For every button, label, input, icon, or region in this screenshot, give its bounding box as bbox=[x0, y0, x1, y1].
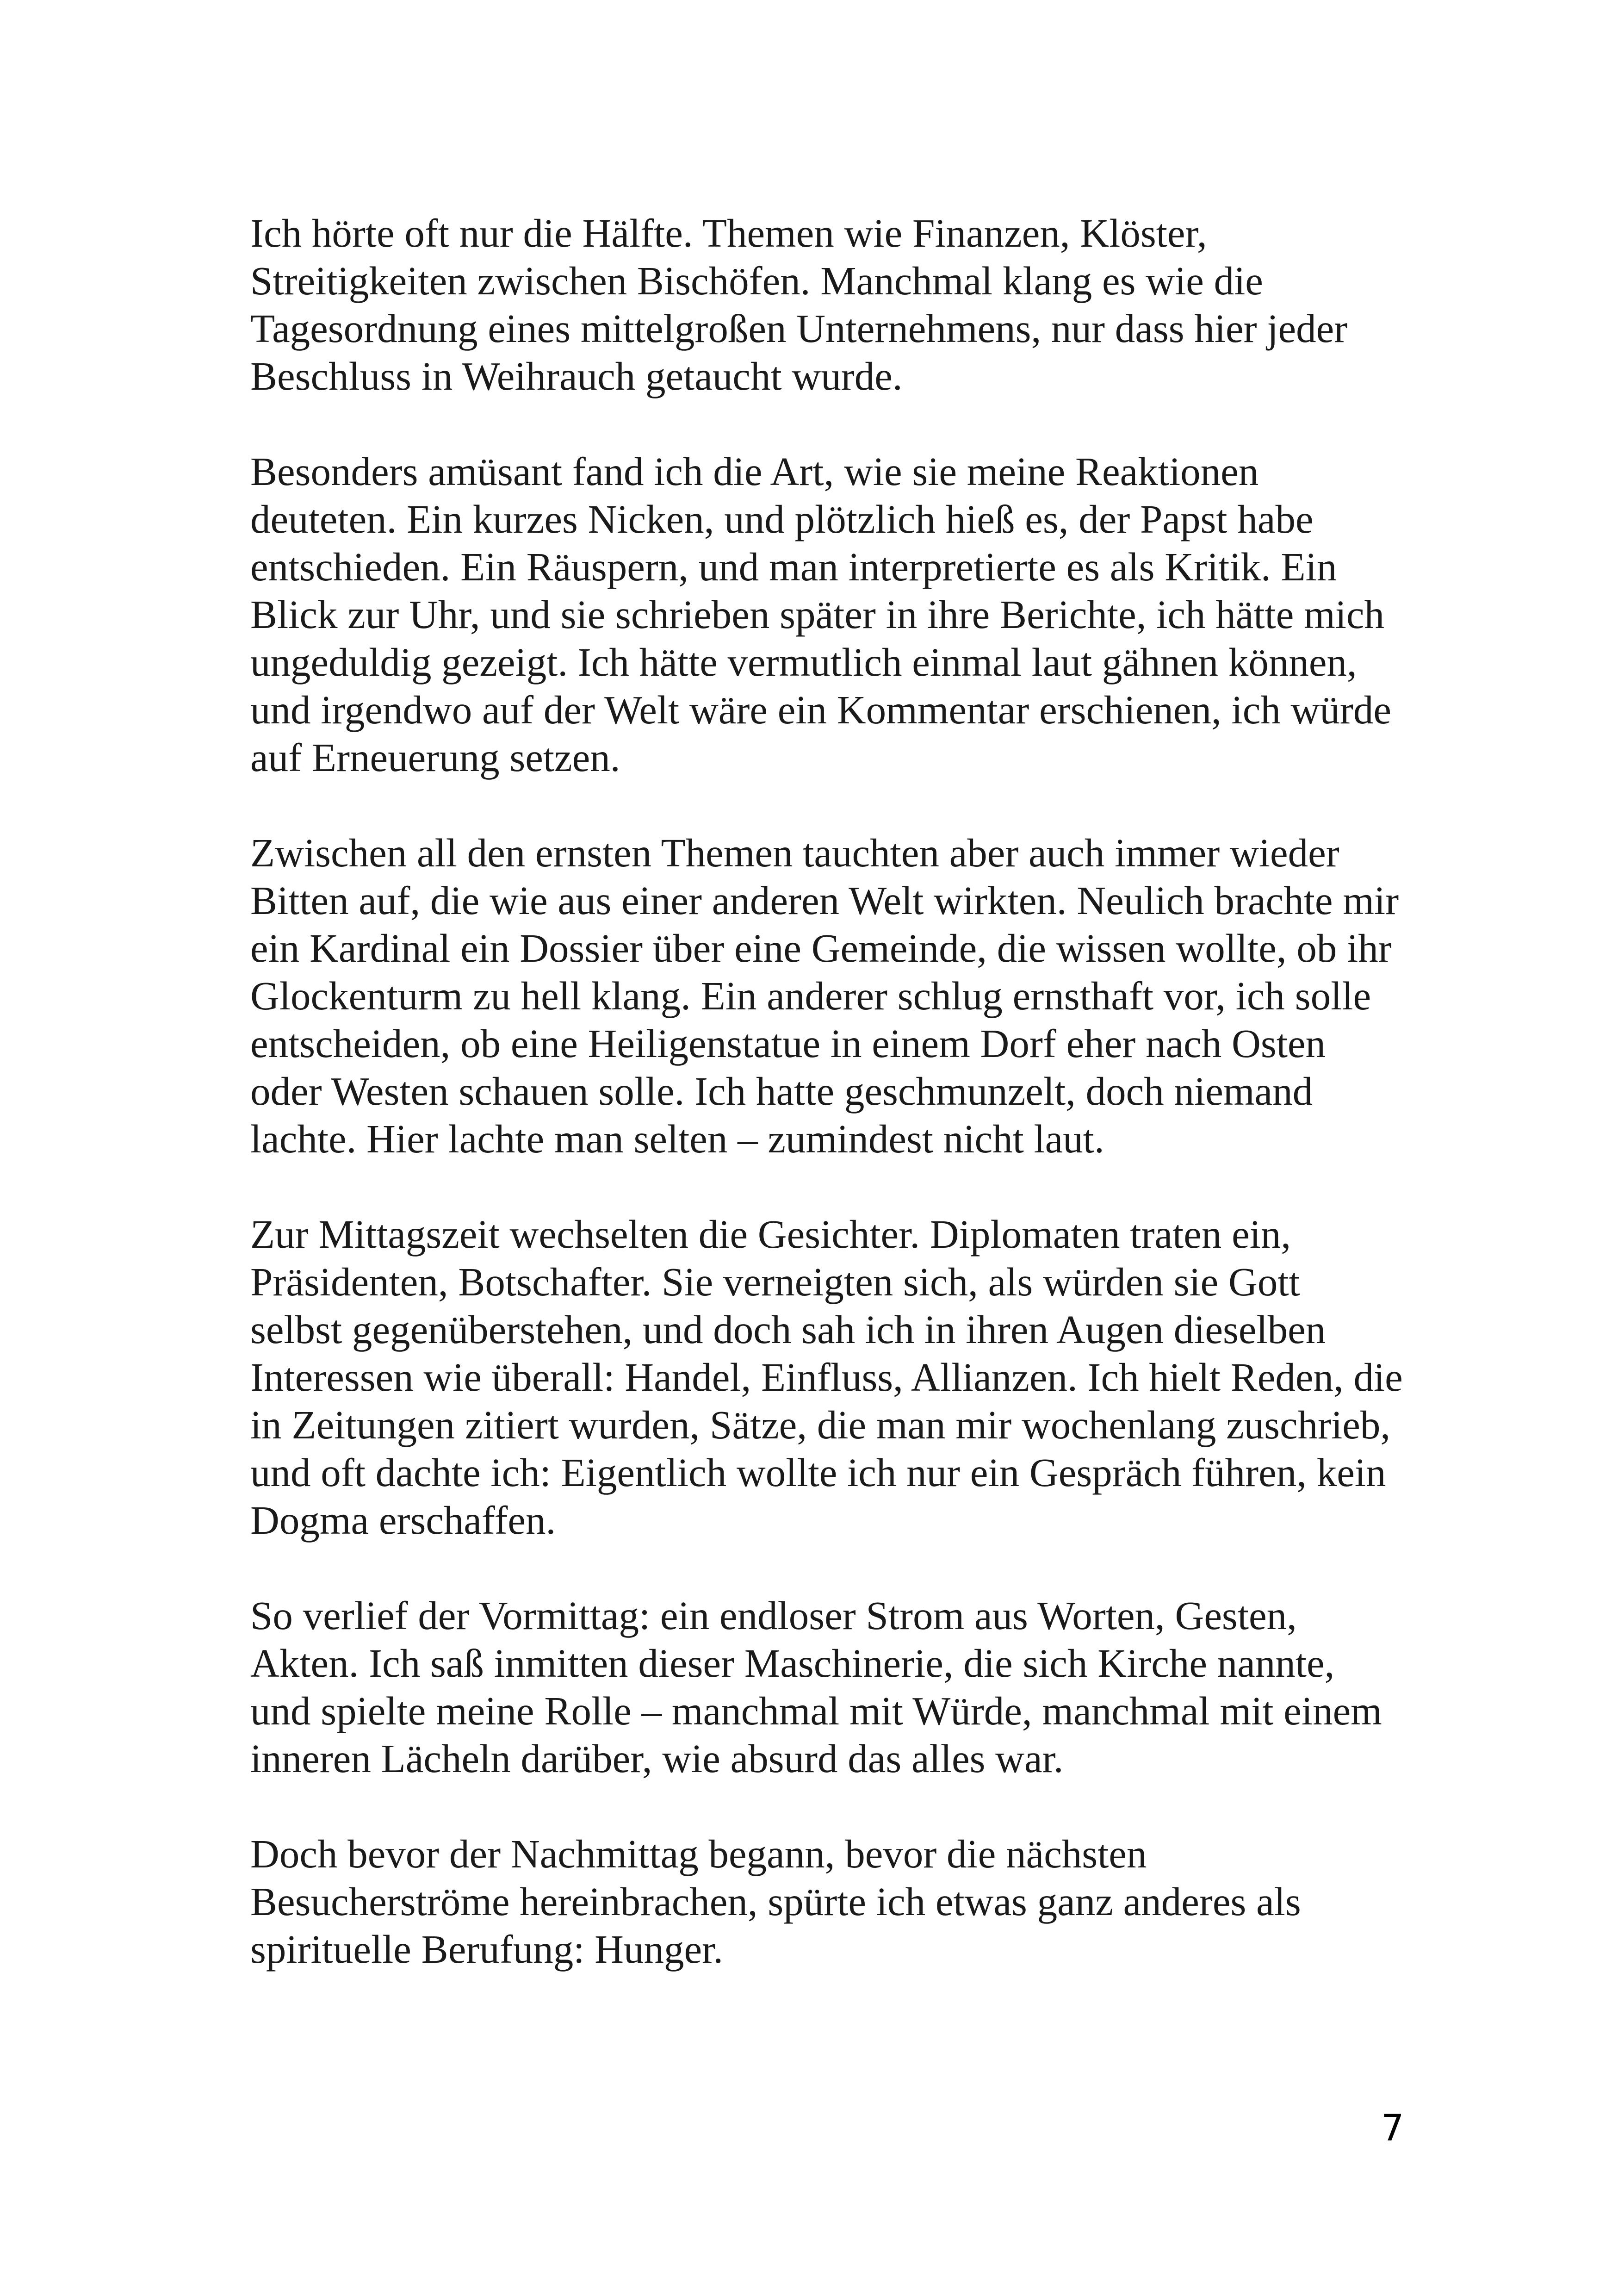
text-line: Dogma erschaffen. bbox=[250, 1498, 556, 1543]
text-line: spirituelle Berufung: Hunger. bbox=[250, 1927, 724, 1972]
text-line: Interessen wie überall: Handel, Einfluss, Allianzen. Ich hielt Reden, die bbox=[250, 1355, 1403, 1400]
text-line: Beschluss in Weihrauch getaucht wurde. bbox=[250, 354, 903, 398]
text-line: Präsidenten, Botschafter. Sie verneigten sich, als würden sie Gott bbox=[250, 1259, 1300, 1304]
text-line: selbst gegenüberstehen, und doch sah ich in ihren Augen dieselben bbox=[250, 1307, 1326, 1352]
text-line: Besonders amüsant fand ich die Art, wie sie meine Reaktionen bbox=[250, 449, 1259, 494]
text-line: Doch bevor der Nachmittag begann, bevor die nächsten bbox=[250, 1831, 1147, 1876]
text-line: deuteten. Ein kurzes Nicken, und plötzlich hieß es, der Papst habe bbox=[250, 497, 1314, 541]
text-line: auf Erneuerung setzen. bbox=[250, 735, 620, 780]
text-line: Glockenturm zu hell klang. Ein anderer schlug ernsthaft vor, ich solle bbox=[250, 973, 1371, 1018]
text-line: Akten. Ich saß inmitten dieser Maschinerie, die sich Kirche nannte, bbox=[250, 1641, 1335, 1686]
text-line: Bitten auf, die wie aus einer anderen Welt wirkten. Neulich brachte mir bbox=[250, 878, 1399, 923]
page-number: 7 bbox=[1381, 2108, 1404, 2149]
paragraph-3 bbox=[250, 829, 1453, 1163]
text-line: Zwischen all den ernsten Themen tauchten aber auch immer wieder bbox=[250, 830, 1339, 875]
text-line: entscheiden, ob eine Heiligenstatue in einem Dorf eher nach Osten bbox=[250, 1021, 1326, 1066]
text-line: lachte. Hier lachte man selten – zumindest nicht laut. bbox=[250, 1116, 1104, 1161]
paragraph-5 bbox=[250, 1592, 1453, 1782]
paragraph-6 bbox=[250, 1830, 1453, 1973]
text-line: und oft dachte ich: Eigentlich wollte ich nur ein Gespräch führen, kein bbox=[250, 1450, 1386, 1495]
paragraph-2 bbox=[250, 448, 1453, 781]
text-line: und spielte meine Rolle – manchmal mit Würde, manchmal mit einem bbox=[250, 1688, 1382, 1733]
text-line: oder Westen schauen solle. Ich hatte geschmunzelt, doch niemand bbox=[250, 1069, 1313, 1114]
text-line: Blick zur Uhr, und sie schrieben später in ihre Berichte, ich hätte mich bbox=[250, 592, 1385, 637]
paragraph-4 bbox=[250, 1210, 1453, 1544]
text-line: So verlief der Vormittag: ein endloser Strom aus Worten, Gesten, bbox=[250, 1593, 1297, 1638]
text-line: ein Kardinal ein Dossier über eine Gemeinde, die wissen wollte, ob ihr bbox=[250, 926, 1392, 971]
text-line: in Zeitungen zitiert wurden, Sätze, die man mir wochenlang zuschrieb, bbox=[250, 1402, 1391, 1447]
paragraph-1 bbox=[250, 209, 1453, 400]
text-line: Ich hörte oft nur die Hälfte. Themen wie Finanzen, Klöster, bbox=[250, 211, 1207, 255]
body-text bbox=[250, 209, 1453, 2021]
text-line: entschieden. Ein Räuspern, und man interpretierte es als Kritik. Ein bbox=[250, 544, 1337, 589]
text-line: ungeduldig gezeigt. Ich hätte vermutlich einmal laut gähnen können, bbox=[250, 640, 1357, 684]
text-line: Zur Mittagszeit wechselten die Gesichter. Diplomaten traten ein, bbox=[250, 1212, 1291, 1257]
text-line: und irgendwo auf der Welt wäre ein Kommentar erschienen, ich würde bbox=[250, 687, 1391, 732]
text-line: Tagesordnung eines mittelgroßen Unternehmens, nur dass hier jeder bbox=[250, 306, 1348, 351]
text-line: Streitigkeiten zwischen Bischöfen. Manchmal klang es wie die bbox=[250, 258, 1263, 303]
text-line: Besucherströme hereinbrachen, spürte ich etwas ganz anderes als bbox=[250, 1879, 1301, 1924]
text-line: inneren Lächeln darüber, wie absurd das alles war. bbox=[250, 1736, 1064, 1781]
